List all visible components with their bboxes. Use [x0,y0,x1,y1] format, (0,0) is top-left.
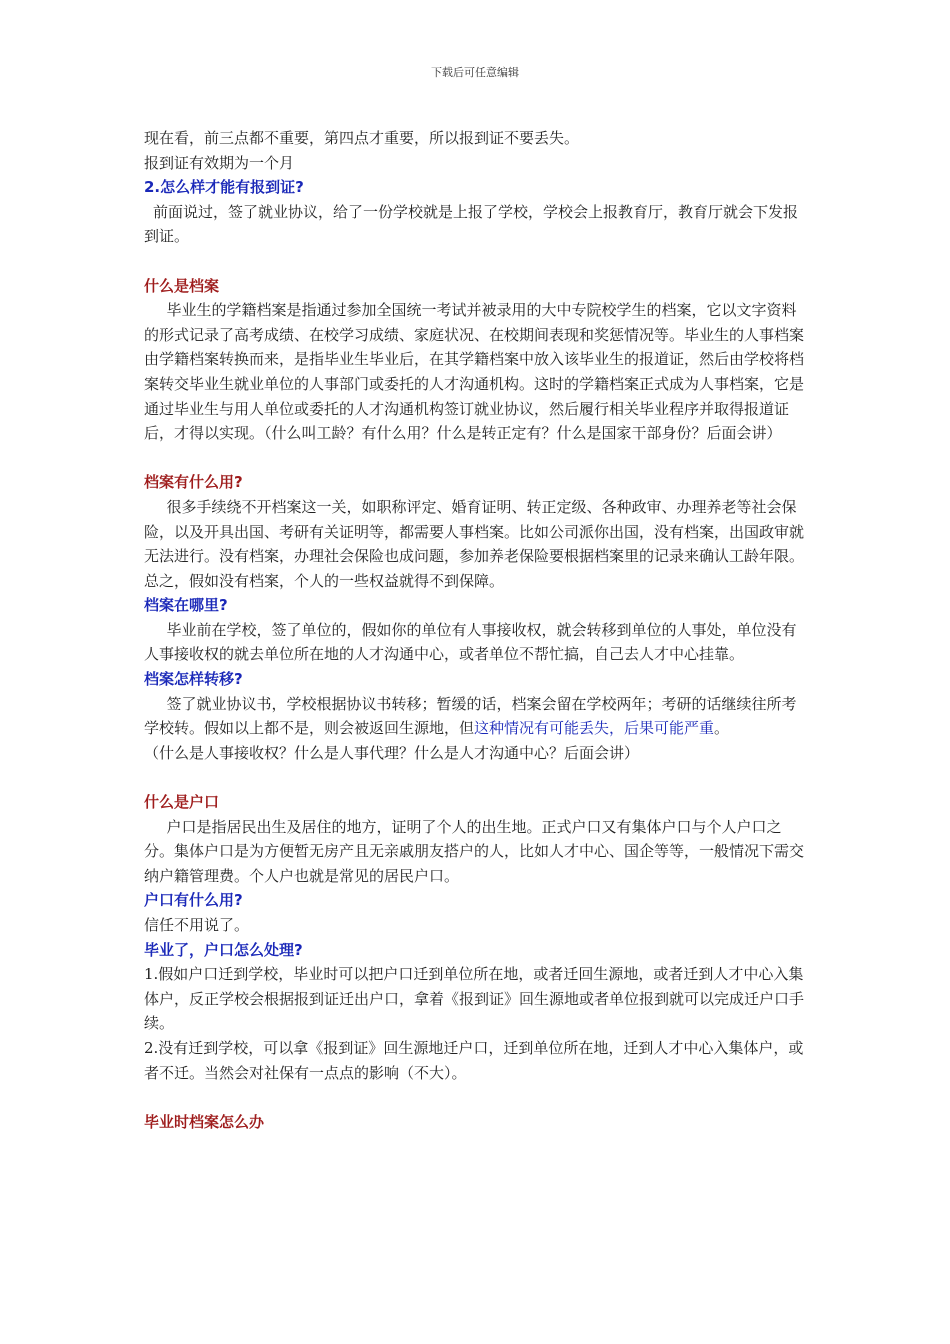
paragraph-archive-use: 很多手续绕不开档案这一关，如职称评定、婚育证明、转正定级、各种政审、办理养老等社会保险，以及开具出国、考研有关证明等，都需要人事档案。比如公司派你出国，没有档案，出国政审就无法进行。没有档案，办理社会保险也成问题，参加养老保险要根据档案里的记录来确认工龄年限。总之，假如没有档案，个人的一些权益就得不到保障。 [144,497,805,590]
archive-transfer-end: 。 [714,719,730,738]
paragraph-how-get-certificate: 前面说过，签了就业协议，给了一份学校就是上报了学校，学校会上报教育厅，教育厅就会下发报到证。 [144,202,799,246]
heading-archive-transfer: 档案怎样转移? [144,670,243,689]
spacer [144,765,809,790]
spacer [144,446,809,471]
heading-hukou-use: 户口有什么用? [144,891,243,910]
paragraph-what-is-archive: 毕业生的学籍档案是指通过参加全国统一考试并被录用的大中专院校学生的档案，它以文字资料的形式记录了高考成绩、在校学习成绩、家庭状况、在校期间表现和奖惩情况等。毕业生的人事档案由学籍档案转换而来，是指毕业生毕业后，在其学籍档案中放入该毕业生的报道证，然后由学校将档案转交毕业生就业单位的人事部门或委托的人才沟通机构。这时的学籍档案正式成为人事档案，它是通过毕业生与用人单位或委托的人才沟通机构签订就业协议，然后履行相关毕业程序并取得报道证后，才得以实现。（什么叫工龄？有什么用？什么是转正定有？什么是国家干部身份？后面会讲） [144,301,805,443]
archive-transfer-text: 签了就业协议书，学校根据协议书转移；暂缓的话，档案会留在学校两年；考研的话继续往所考学校转。假如以上都不是，则会被返回生源地，但 [144,694,797,738]
document-body [144,126,809,1134]
archive-loss-warning-link[interactable]: 这种情况有可能丢失，后果可能严重 [474,719,715,738]
paragraph-archive-where: 毕业前在学校，签了单位的，假如你的单位有人事接收权，就会转移到单位的人事处，单位没有人事接收权的就去单位所在地的人才沟通中心，或者单位不帮忙搞，自己去人才中心挂靠。 [144,620,797,664]
page-header: 下载后可任意编辑 [431,66,519,79]
paragraph-hukou-case-2: 2.没有迁到学校，可以拿《报到证》回生源地迁户口，迁到单位所在地，迁到人才中心入集体户，或者不迁。当然会对社保有一点点的影响（不大）。 [144,1038,804,1082]
paragraph-hukou-use: 信任不用说了。 [144,916,250,934]
paragraph-hukou-case-1: 1.假如户口迁到学校，毕业时可以把户口迁到单位所在地，或者迁回生源地，或者迁到人才中心入集体户，反正学校会根据报到证迁出户口，拿着《报到证》回生源地或者单位报到就可以完成迁户口手续。 [144,965,805,1033]
spacer [144,249,809,274]
heading-what-is-hukou: 什么是户口 [144,793,220,812]
spacer [144,1085,809,1110]
paragraph-intro-1: 现在看，前三点都不重要，第四点才重要，所以报到证不要丢失。 [144,129,580,147]
paragraph-archive-transfer [144,692,809,741]
paragraph-archive-note: （什么是人事接收权？什么是人事代理？什么是人才沟通中心？后面会讲） [144,743,640,762]
heading-archive-where: 档案在哪里? [144,596,228,615]
heading-what-is-archive: 什么是档案 [144,276,220,295]
heading-graduate-archive: 毕业时档案怎么办 [144,1112,265,1131]
paragraph-what-is-hukou: 户口是指居民出生及居住的地方，证明了个人的出生地。正式户口又有集体户口与个人户口之分。集体户口是为方便暂无房产且无亲戚朋友搭户的人，比如人才中心、国企等等，一般情况下需交纳户籍管理费。个人户也就是常见的居民户口。 [144,817,805,885]
paragraph-intro-2: 报到证有效期为一个月 [144,153,295,172]
heading-hukou-after-graduation: 毕业了，户口怎么处理? [144,940,303,959]
heading-archive-use: 档案有什么用? [144,473,243,492]
heading-how-get-certificate: 2.怎么样才能有报到证? [144,178,304,197]
